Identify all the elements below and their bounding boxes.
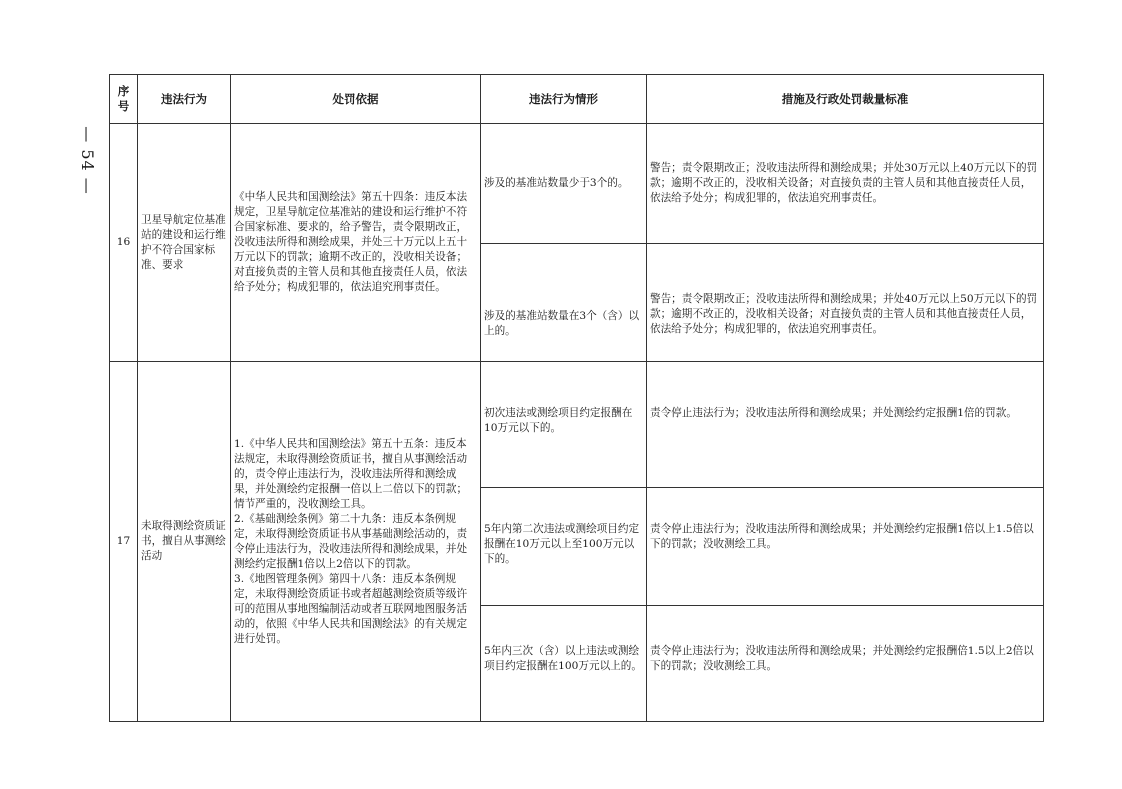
row-17-case-2-situation: 5年内第二次违法或测绘项目约定报酬在10万元以上至100万元以下的。 [481,488,647,606]
penalty-standard-table [109,74,1044,722]
row-17-case-3-situation: 5年内三次（含）以上违法或测绘项目约定报酬在100万元以上的。 [481,606,647,722]
row-16-basis [231,124,481,362]
table-row [110,362,1044,488]
table-header-row [110,75,1044,124]
header-penalty-basis: 处罚依据 [231,75,481,124]
row-17-basis [231,362,481,722]
header-measures-standard: 措施及行政处罚裁量标准 [647,75,1044,124]
table-row [110,124,1044,244]
row-16-case-1-measure-text: 警告；责令限期改正；没收违法所得和测绘成果；并处30万元以上40万元以下的罚款；逾期不改正的，没收相关设备；对直接负责的主管人员和其他直接责任人员，依法给予处分；构成犯罪的，依法追究刑事责任。 [650,162,1038,204]
header-violation-situation: 违法行为情形 [481,75,647,124]
row-16-basis-text: 《中华人民共和国测绘法》第五十四条：违反本法规定，卫星导航定位基准站的建设和运行维护不符合国家标准、要求的，给予警告，责令限期改正，没收违法所得和测绘成果，并处三十万元以上五十万元以下的罚款；逾期不改正的，没收相关设备；对直接负责的主管人员和其他直接责任人员，依法给予处分；构成犯罪的，依法追究刑事责任。 [234,191,468,293]
row-16-case-2-measure [647,244,1044,362]
row-16-number: 16 [110,124,138,362]
row-17-case-2-measure [647,488,1044,606]
row-16-case-1-situation: 涉及的基准站数量少于3个的。 [481,124,647,244]
row-16-case-2-measure-text: 警告；责令限期改正；没收违法所得和测绘成果；并处40万元以上50万元以下的罚款；逾期不改正的，没收相关设备；对直接负责的主管人员和其他直接责任人员，依法给予处分；构成犯罪的，依法追究刑事责任。 [650,293,1038,335]
row-17-case-1-measure [647,362,1044,488]
row-17-basis-text: 1.《中华人民共和国测绘法》第五十五条：违反本法规定，未取得测绘资质证书，擅自从事测绘活动的，责令停止违法行为，没收违法所得和测绘成果，并处测绘约定报酬一倍以上二倍以下的罚款；情节严重的，没收测绘工具。 2.《基础测绘条例》第二十九条：违反本条例规定，未取得测绘资质证书从事基础测绘活动的，责令停止违法行为，没收违法所得和测绘成果，并处测绘约定报酬1倍以上2倍以下的罚款。 3.《地图管理条例》第四十八条：违反本条例规定，未取得测绘资质证书或者超越测绘资质等级许可的范围从事地图编制活动或者互联网地图服务活动的，依照《中华人民共和国测绘法》的有关规定进行处罚。 [234,437,468,645]
row-17-case-1-measure-text: 责令停止违法行为；没收违法所得和测绘成果；并处测绘约定报酬1倍的罚款。 [650,407,1017,419]
header-serial-number: 序号 [110,75,138,124]
row-16-violation: 卫星导航定位基准站的建设和运行维护不符合国家标准、要求 [138,124,231,362]
row-17-case-2-measure-text: 责令停止违法行为；没收违法所得和测绘成果；并处测绘约定报酬1倍以上1.5倍以下的罚款；没收测绘工具。 [650,523,1034,550]
page-number [72,100,102,220]
row-17-number: 17 [110,362,138,722]
page-number-text: — 54 — [77,125,97,195]
row-16-case-1-measure [647,124,1044,244]
row-17-case-1-situation: 初次违法或测绘项目约定报酬在10万元以下的。 [481,362,647,488]
row-17-case-3-measure-text: 责令停止违法行为；没收违法所得和测绘成果；并处测绘约定报酬倍1.5以上2倍以下的罚款；没收测绘工具。 [650,645,1034,672]
header-violation: 违法行为 [138,75,231,124]
row-17-violation: 未取得测绘资质证书，擅自从事测绘活动 [138,362,231,722]
row-17-case-3-measure [647,606,1044,722]
row-16-case-2-situation: 涉及的基准站数量在3个（含）以上的。 [481,244,647,362]
